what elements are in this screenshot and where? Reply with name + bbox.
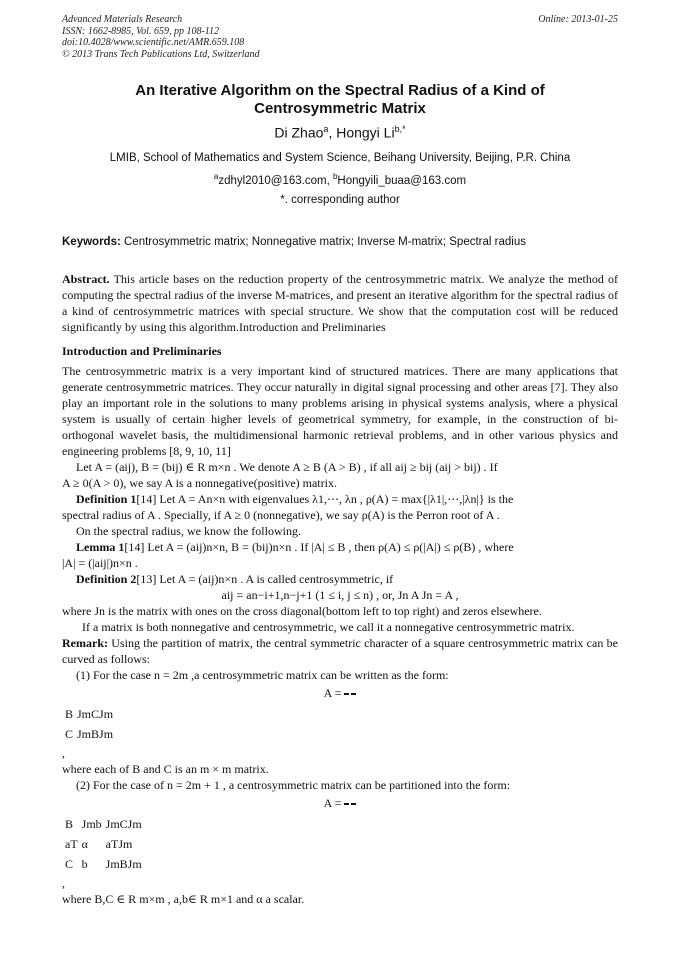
title-line-2: Centrosymmetric Matrix: [254, 100, 426, 117]
definition-1-text: [14] Let A = An×n with eigenvalues λ1,⋯, λn , ρ(A) = max{|λ1|,⋯,|λn|} is the: [136, 492, 514, 506]
author-separator: , Hongyi Li: [328, 124, 395, 141]
matrix-2-row: [64, 855, 143, 873]
definition-2-equation: aij = an−i+1,n−j+1 (1 ≤ i, j ≤ n) , or, Jn A Jn = A ,: [221, 588, 459, 602]
keywords-text: Centrosymmetric matrix; Nonnegative matrix; Inverse M-matrix; Spectral radius: [120, 236, 526, 248]
corresponding-note: *. corresponding author: [280, 194, 400, 206]
intro-paragraph: The centrosymmetric matrix is a very important kind of structured matrices. There are many applications that generate centrosymmetric matrices. They occur naturally in digital signal processing and other areas [7]. They also play an important role in the solutions to many problems arising in physical systems analysis, where a physical system is usually of certain higher levels of geometrical symmetry, for example, in the construction of bi-orthogonal wavelet basis, the multidimensional harmonic retrieval problems, and in other various physics and engineering problems [8, 9, 10, 11]: [62, 364, 618, 458]
author-2-sup: b,*: [394, 124, 406, 134]
matrix-2-lhs: A =: [323, 796, 342, 810]
matrix-1-cell: B: [65, 707, 74, 721]
matrix-2-cell: JmCJm: [105, 817, 142, 831]
author-1: Di Zhao: [274, 124, 324, 141]
matrix-2: [344, 803, 356, 805]
email-b: Hongyili_buaa@163.com: [337, 174, 467, 187]
title-line-1: An Iterative Algorithm on the Spectral Radius of a Kind of: [135, 82, 545, 99]
case-1-where: where each of B and C is an m × m matrix.: [62, 762, 269, 776]
matrix-2-equation: [62, 795, 618, 811]
abstract-text: This article bases on the reduction property of the centrosymmetric matrix. We analyze the method of computing the spectral radius of the inverse M-matrices, and present an iterative algorithm for the spectral radius of a kind of centrosymmetric matrices with special structure. We show that the computation cost will be reduced significantly by using this algorithm.Introduction and Preliminaries: [62, 272, 618, 334]
header-left: [62, 14, 618, 60]
lemma-1-cont: |A| = (|aij|)n×n .: [62, 556, 138, 570]
definition-2-text: [13] Let A = (aij)n×n . A is called centrosymmetric, if: [136, 572, 394, 586]
lemma-1-label: Lemma 1: [76, 540, 125, 554]
abstract-label: Abstract.: [62, 272, 110, 286]
matrix-2-cell: α: [81, 837, 88, 851]
journal-header: [62, 14, 618, 60]
matrix-2-cell: C: [65, 857, 74, 871]
journal-name: Advanced Materials Research: [62, 14, 183, 25]
case-2-where: where B,C ∈ R m×m , a,b∈ R m×1 and α a scalar.: [62, 892, 305, 906]
keywords: [62, 236, 618, 248]
matrix-1-cell: C: [65, 727, 74, 741]
remark-label: Remark:: [62, 636, 108, 650]
definition-2-where: where Jn is the matrix with ones on the cross diagonal(bottom left to top right) and zeros elsewhere.: [62, 604, 542, 618]
matrix-1: [344, 693, 356, 695]
definition-1-cont: spectral radius of A . Specially, if A ≥ 0 (nonnegative), we say ρ(A) is the Perron root of A .: [62, 508, 500, 522]
email-a-sup: a: [213, 172, 219, 181]
case-1: (1) For the case n = 2m ,a centrosymmetric matrix can be written as the form:: [76, 668, 449, 682]
issn: ISSN: 1662-8985, Vol. 659, pp 108-112: [62, 25, 220, 37]
doi: doi:10.4028/www.scientific.net/AMR.659.108: [62, 37, 245, 49]
matrix-2-row: [64, 815, 143, 833]
keywords-label: Keywords:: [62, 236, 121, 248]
section-heading: Introduction and Preliminaries: [62, 344, 222, 358]
definition-2-label: Definition 2: [76, 572, 137, 586]
case-2: (2) For the case of n = 2m + 1 , a centrosymmetric matrix can be partitioned into the form:: [76, 778, 511, 792]
let-statement-cont: A ≥ 0(A > 0), we say A is a nonnegative(positive) matrix.: [62, 476, 337, 490]
matrix-2-cell: aT: [65, 837, 78, 851]
nonnegative-paragraph: If a matrix is both nonnegative and centrosymmetric, we call it a nonnegative centrosymmetric matrix.: [82, 620, 575, 634]
matrix-2-cell: aTJm: [105, 837, 133, 851]
lemma-1: [62, 539, 618, 555]
matrix-1-tail: ,: [62, 746, 65, 760]
matrix-2-tail: ,: [62, 876, 65, 890]
matrix-2-row: [64, 835, 143, 853]
definition-2: [62, 571, 618, 587]
matrix-1-equation: [62, 685, 618, 701]
matrix-2-cell: B: [65, 817, 74, 831]
definition-1: [62, 491, 618, 507]
matrix-2-cell: b: [81, 857, 88, 871]
online-date: Online: 2013-01-25: [538, 14, 618, 25]
remark: [62, 635, 618, 667]
emails: [62, 172, 618, 187]
paper-body: [62, 271, 618, 907]
matrix-1-lhs: A =: [323, 686, 342, 700]
authors: [62, 124, 618, 141]
matrix-1-row: [64, 705, 114, 723]
matrix-1-row: [64, 725, 114, 743]
copyright: © 2013 Trans Tech Publications Ltd, Switzerland: [62, 48, 260, 60]
matrix-2-cell: Jmb: [81, 817, 102, 831]
let-statement: Let A = (aij), B = (bij) ∈ R m×n . We denote A ≥ B (A > B) , if all aij ≥ bij (aij > bij) . If: [76, 460, 498, 474]
email-b-sup: b: [332, 172, 338, 181]
matrix-2-cell: JmBJm: [105, 857, 142, 871]
matrix-1-cell: JmBJm: [77, 727, 114, 741]
abstract: [62, 271, 618, 335]
spectral-intro: On the spectral radius, we know the following.: [76, 524, 301, 538]
matrix-1-cell: JmCJm: [77, 707, 114, 721]
paper-title: [62, 82, 618, 118]
lemma-1-text: [14] Let A = (aij)n×n, B = (bij)n×n . If |A| ≤ B , then ρ(A) ≤ ρ(|A|) ≤ ρ(B) , where: [124, 540, 514, 554]
definition-1-label: Definition 1: [76, 492, 137, 506]
affiliation: LMIB, School of Mathematics and System Science, Beihang University, Beijing, P.R. China: [109, 152, 571, 164]
email-a: zdhyl2010@163.com,: [218, 174, 333, 187]
author-1-sup: a: [323, 124, 329, 134]
remark-text: Using the partition of matrix, the central symmetric character of a square centrosymmetric matrix can be curved as follows:: [62, 636, 618, 666]
